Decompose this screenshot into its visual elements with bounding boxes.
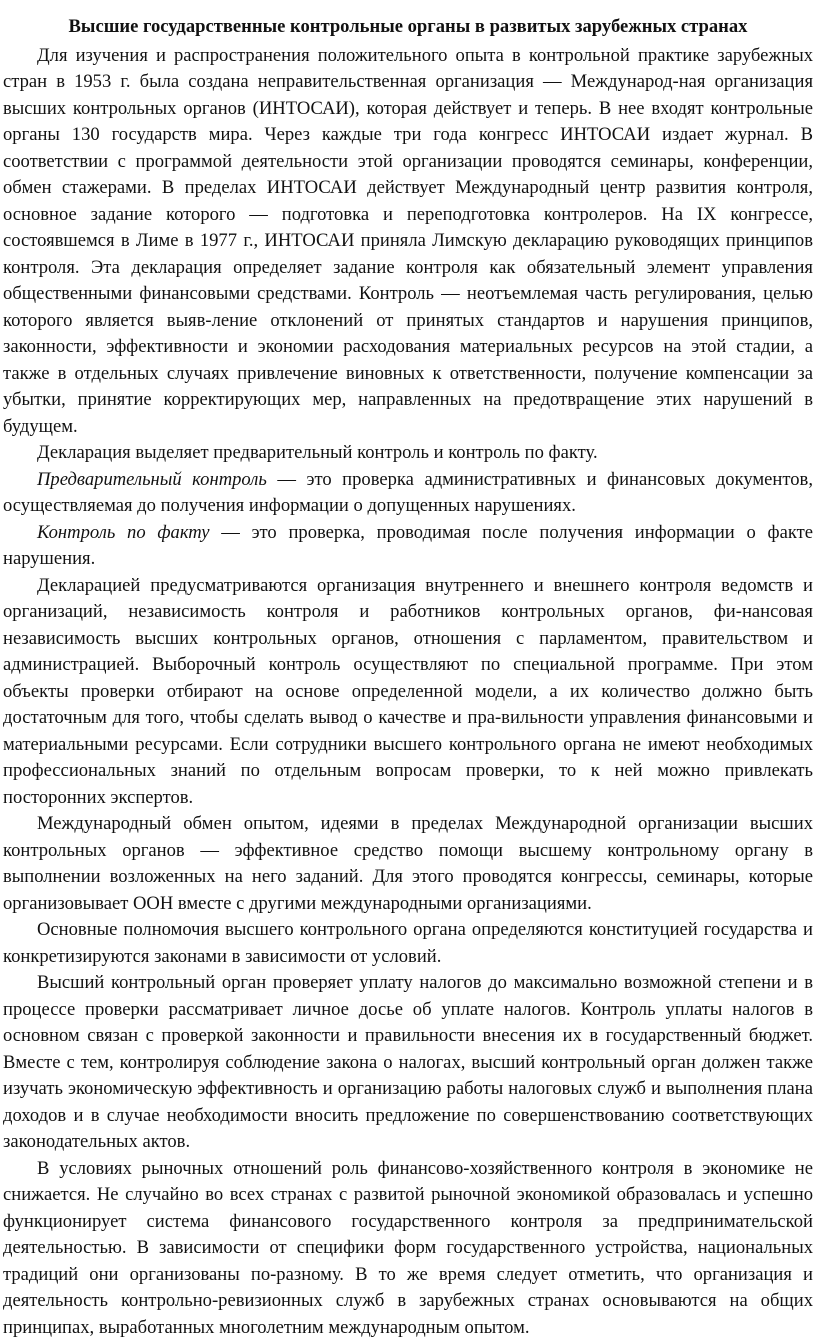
- definition-preliminary-control: — это проверка административных и финансовых документов, осуществляемая до получения информации о допущенных нарушениях.: [3, 469, 813, 517]
- term-preliminary-control: Предварительный контроль: [37, 469, 267, 490]
- paragraph-intosai-history: Для изучения и распространения положительного опыта в контрольной практике зарубежных стран в 1953 г. была создана неправительственная организация — Международ-ная организация высших контрольных органов (ИНТОСАИ), которая действует и теперь. В нее входят контрольные органы 130 государств мира. Через каждые три года конгресс ИНТОСАИ издает журнал. В соответствии с программой деятельности этой организации проводятся семинары, конференции, обмен стажерами. В пределах ИНТОСАИ действует Международный центр развития контроля, основное задание которого — подготовка и переподготовка контролеров. На IX конгрессе, состоявшемся в Лиме в 1977 г., ИНТОСАИ приняла Лимскую декларацию руководящих принципов контроля. Эта декларация определяет задание контроля как обязательный элемент управления общественными финансовыми средствами. Контроль — неотъемлемая часть регулирования, целью которого является выяв-ление отклонений от принятых стандартов и нарушения принципов, законности, эффективности и экономии расходования материальных ресурсов на этой стадии, а также в отдельных случаях привлечение виновных к ответственности, получение компенсации за убытки, принятие корректирующих мер, направленных на предотвращение этих нарушений в будущем.: [3, 43, 813, 441]
- definition-post-factum-control: — это проверка, проводимая после получения информации о факте нарушения.: [3, 522, 813, 570]
- paragraph-declaration-types: Декларация выделяет предварительный контроль и контроль по факту.: [3, 440, 813, 467]
- paragraph-market-economy: В условиях рыночных отношений роль финансово-хозяйственного контроля в экономике не снижается. Не случайно во всех странах с развитой рыночной экономикой образовалась и успешно функционирует система финансового государственного контроля за предпринимательской деятельностью. В зависимости от специфики форм государственного устройства, национальных традиций они организованы по-разному. В то же время следует отметить, что организация и деятельность контрольно-ревизионных служб в зарубежных странах основываются на общих принципах, выработанных многолетним международным опытом.: [3, 1156, 813, 1341]
- paragraph-powers: Основные полномочия высшего контрольного органа определяются конституцией государства и конкретизируются законами в зависимости от условий.: [3, 917, 813, 970]
- term-post-factum-control: Контроль по факту: [37, 522, 210, 543]
- paragraph-international-exchange: Международный обмен опытом, идеями в пределах Международной организации высших контрольных органов — эффективное средство помощи высшему контрольному органу в выполнении возложенных на него заданий. Для этого проводятся конгрессы, семинары, которые организовывает ООН вместе с другими международными организациями.: [3, 811, 813, 917]
- paragraph-tax-control: Высший контрольный орган проверяет уплату налогов до максимально возможной степени и в процессе проверки рассматривает личное досье об уплате налогов. Контроль уплаты налогов в основном связан с проверкой законности и правильности внесения их в государственный бюджет. Вместе с тем, контролируя соблюдение закона о налогах, высший контрольный орган должен также изучать экономическую эффективность и организацию работы налоговых служб и выполнения плана доходов и в случае необходимости вносить предложение по совершенствованию соответствующих законодательных актов.: [3, 970, 813, 1156]
- document-title: Высшие государственные контрольные органы в развитых зарубежных странах: [3, 14, 813, 41]
- paragraph-declaration-provisions: Декларацией предусматриваются организация внутреннего и внешнего контроля ведомств и организаций, независимость контроля и работников контрольных органов, фи-нансовая независимость высших контрольных органов, отношения с парламентом, правительством и администрацией. Выборочный контроль осуществляют по специальной программе. При этом объекты проверки отбирают на основе определенной модели, а их количество должно быть достаточным для того, чтобы сделать вывод о качестве и пра-вильности управления финансовыми и материальными ресурсами. Если сотрудники высшего контрольного органа не имеют необходимых профессиональных знаний по отдельным вопросам проверки, то к ней можно привлекать посторонних экспертов.: [3, 573, 813, 812]
- paragraph-post-factum-control: [3, 520, 813, 573]
- paragraph-preliminary-control: [3, 467, 813, 520]
